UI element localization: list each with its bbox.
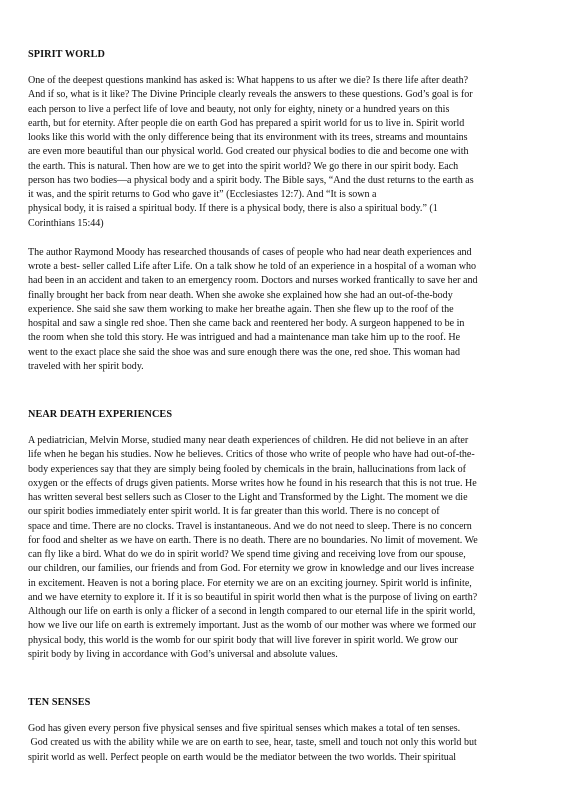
text-line: experience. She said she saw them working to make her breathe again. Then she flew up to the roof of the [28,303,454,315]
text-line: physical body, this world is the womb for our spirit body that will live forever in spirit world. We grow our [28,634,458,646]
text-line: A pediatrician, Melvin Morse, studied many near death experiences of children. He did not believe in an after [28,435,469,446]
text-line: oxygen or the effects of drugs given patients. Morse writes how he found in his research that this is not true. He [28,477,477,489]
text-line: each person to live a perfect life of love and beauty, not only for eighty, ninety or a hundred years on this [28,103,450,115]
text-line: Although our life on earth is only a flicker of a second in length compared to our eternal life in the spirit world, [28,606,476,617]
text-line: and we have eternity to explore it. If it is so beautiful in spirit world then what is the purpose of living on earth? [28,591,478,603]
text-line: hospital and saw a single red shoe. Then she came back and reentered her body. A surgeon happened to be in [28,318,465,329]
text-line: for food and shelter as we have on earth. There is no death. There are no boundaries. No limit of movement. We [28,534,478,546]
section-near-death-experiences [28,408,535,662]
section-title: SPIRIT WORLD [28,49,105,60]
text-line: had been in an accident and taken to an emergency room. Doctors and nurses worked frantically to save her and [28,275,478,287]
text-line: in excitement. Heaven is not a boring place. For eternity we are on an exciting journey. Spirit world is infinite, [28,577,472,589]
text-line: it was, and the spirit returns to God who gave it” (Ecclesiastes 12:7). And “It is sown a [28,189,377,200]
text-line: looks like this world with the only difference being that its environment with its trees, streams and mountains [28,132,468,143]
text-line: person has two bodies—a physical body and a spirit body. The Bible says, “And the dust returns to the earth as [28,174,474,186]
text-line: how we live our life on earth is extremely important. Just as the womb of our mother was where we formed our [28,620,477,632]
text-line: went to the exact place she said the shoe was and sure enough there was the one, red shoe. This woman had [28,346,460,358]
text-line: spirit world as well. Perfect people on earth would be the mediator between the two worlds. Their spiritual [28,751,457,763]
text-line: The author Raymond Moody has researched thousands of cases of people who had near death experiences and [28,246,472,258]
text-line: body experiences say that they are simply being fooled by chemicals in the brain, hallucinations from lack of [28,463,467,475]
text-line: God has given every person five physical senses and five spiritual senses which makes a total of ten senses. [28,723,461,734]
text-line: spirit body by living in accordance with God’s universal and absolute values. [28,648,338,660]
section-title: TEN SENSES [28,697,91,708]
paragraph [28,246,535,374]
text-line: God created us with the ability while we are on earth to see, hear, taste, smell and touch not only this world but [28,737,477,749]
paragraph [28,434,535,662]
text-line: life when he began his studies. Now he believes. Critics of those who write of people who have had out-of-the- [28,449,475,461]
text-line: our spirit bodies immediately enter spirit world. It is far greater than this world. There is no concept of [28,506,440,518]
section-spirit-world [28,48,535,374]
text-line: are even more beautiful than our physical world. God created our physical bodies to die and become one with [28,146,469,158]
text-line: the earth. This is natural. Then how are we to get into the spirit world? We go there in our spirit body. Each [28,160,459,172]
paragraph [28,722,535,765]
text-line: wrote a best- seller called Life after Life. On a talk show he told of an experience in a hospital of a woman who [28,261,477,272]
text-line: space and time. There are no clocks. Travel is instantaneous. And we do not need to sleep. There is no concern [28,520,472,532]
text-line: finally brought her back from near death. When she awoke she explained how she had an out-of-the-body [28,289,453,301]
text-line: physical body, it is raised a spiritual body. If there is a physical body, there is also a spiritual body.” (1 [28,203,438,215]
text-line: our children, our families, our friends and from God. For eternity we grow in knowledge and our lives increase [28,563,475,575]
text-line: traveled with her spirit body. [28,360,144,372]
section-title: NEAR DEATH EXPERIENCES [28,409,173,420]
text-line: can fly like a bird. What do we do in spirit world? We spend time giving and receiving love from our spouse, [28,549,466,560]
text-line: One of the deepest questions mankind has asked is: What happens to us after we die? Is there life after death? [28,75,469,86]
text-line: earth, but for eternity. After people die on earth God has prepared a spirit world for us to live in. Spirit world [28,117,465,129]
paragraph [28,74,535,231]
text-line: has written several best sellers such as Closer to the Light and Transformed by the Light. The moment we die [28,492,468,503]
text-line: And if so, what is it like? The Divine Principle clearly reveals the answers to these questions. God’s goal is for [28,89,473,101]
text-line: Corinthians 15:44) [28,217,104,229]
text-line: the room when she told this story. He was intrigued and had a maintenance man take him up to the roof. He [28,332,461,344]
section-ten-senses [28,696,535,765]
